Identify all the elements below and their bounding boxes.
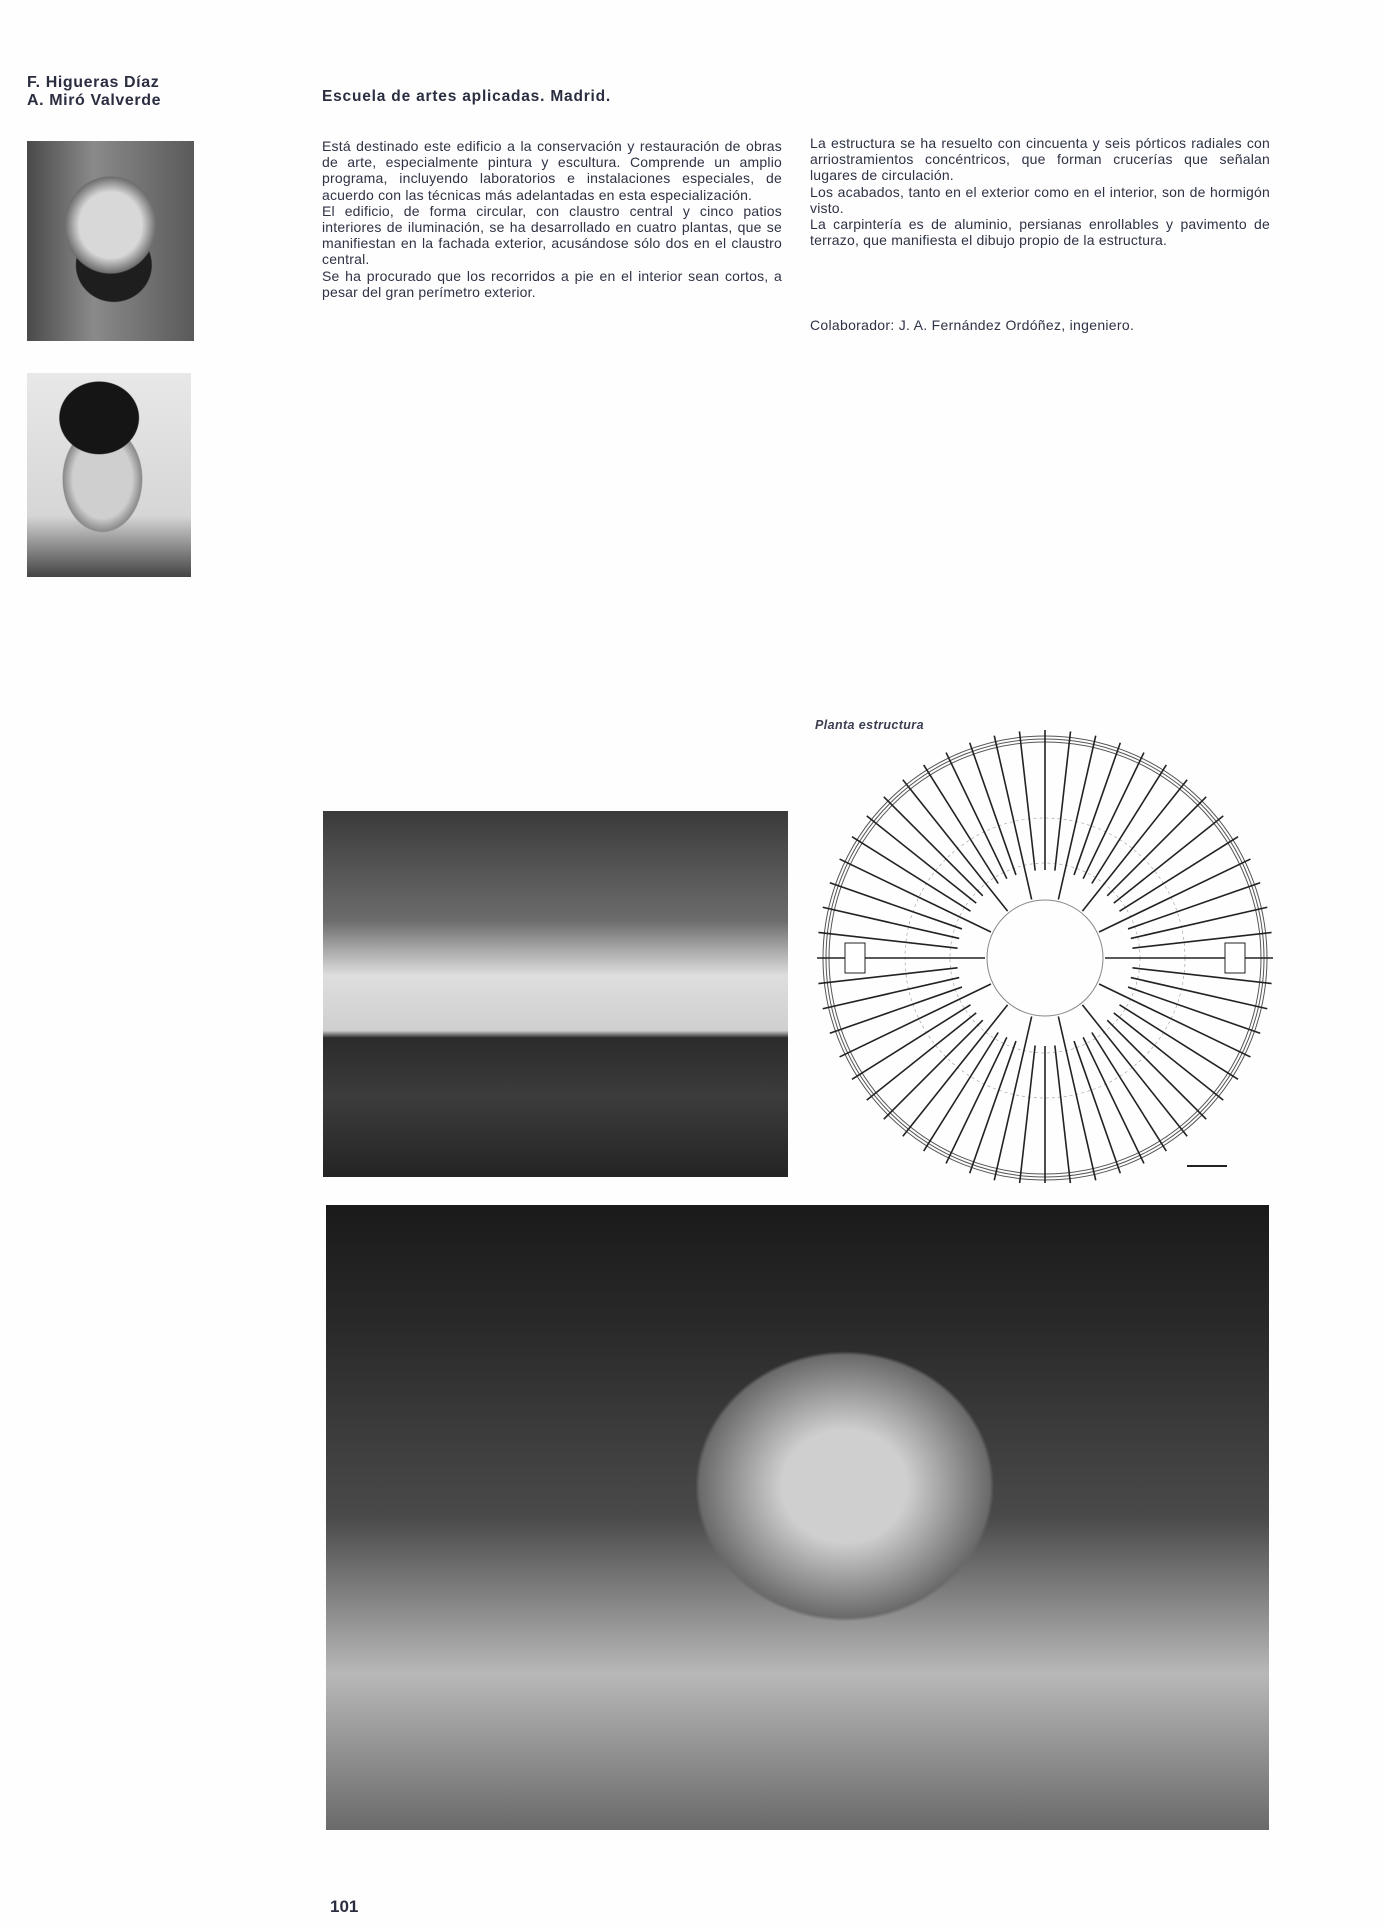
radial-frame [823,907,959,938]
radial-frame [884,1020,983,1119]
radial-frame [903,780,1008,911]
radial-frame [823,978,959,1009]
stair-core-right [1225,943,1245,973]
radial-frame [1099,984,1250,1057]
radial-frame [970,1041,1016,1173]
radial-frame [1128,987,1260,1033]
author-2: A. Miró Valverde [27,92,162,109]
radial-frame [1107,797,1206,896]
radial-frame [1074,743,1120,875]
radial-frame [1132,932,1271,948]
radial-frame [1055,731,1071,870]
paragraph: El edificio, de forma circular, con claustro central y cinco patios interiores de iluminación, se ha desarrollado en cuatro plantas, que se manifiestan en la fachada exterior, acusándose sólo dos en el claustro central. [322,202,782,268]
paragraph: La estructura se ha resuelto con cincuenta y seis pórticos radiales con arriostramientos concéntricos, que forman crucerías que señalan lugares de circulación. [810,135,1270,184]
radial-frame [1058,1016,1095,1180]
paragraph: Los acabados, tanto en el exterior como en el interior, son de hormigón visto. [810,183,1270,216]
page-number: 101 [330,1897,359,1916]
radial-frame [1131,907,1267,938]
radial-frame [1019,731,1035,870]
article-title: Escuela de artes aplicadas. Madrid. [322,88,612,105]
radial-frame [840,859,991,932]
radial-frame [1114,1013,1223,1100]
radial-frame [867,1013,976,1100]
radial-frame [1128,883,1260,929]
radial-frame [830,883,962,929]
portrait-photo-2 [27,373,191,577]
radial-frame [1082,780,1187,911]
radial-frame [867,816,976,903]
radial-frame [884,797,983,896]
construction-photo [323,811,788,1177]
radial-frame [1099,859,1250,932]
author-1: F. Higueras Díaz [27,74,160,91]
radial-frame [994,736,1031,900]
text-column-1 [322,138,782,300]
central-cloister [987,900,1103,1016]
radial-frame [840,984,991,1057]
radial-frame [1074,1041,1120,1173]
radial-frame [818,932,957,948]
portrait-photo-1 [27,141,194,341]
authors [27,74,161,110]
radial-frame [1058,736,1095,900]
structural-plan-drawing [815,728,1275,1183]
text-column-2 [810,135,1270,248]
radial-frame [1019,1045,1035,1183]
collaborator-credit: Colaborador: J. A. Fernández Ordóñez, ingeniero. [810,317,1135,333]
paragraph: Está destinado este edificio a la conservación y restauración de obras de arte, especialmente pintura y escultura. Comprende un amplio programa, incluyendo laboratorios e instalaciones especiales, de acuerdo con las técnicas más adelantadas en esta especialización. [322,138,782,203]
radial-frame [818,968,957,984]
radial-frame [1114,816,1223,903]
stair-core-left [845,943,865,973]
radial-frame [830,987,962,1033]
radial-frame [970,743,1016,875]
radial-frame [1132,968,1271,984]
radial-frame [1055,1045,1071,1183]
interior-photo [326,1205,1269,1830]
radial-frame [1107,1020,1206,1119]
radial-frame [903,1005,1008,1136]
plan-caption: Planta estructura [815,718,924,732]
paragraph: Se ha procurado que los recorridos a pie en el interior sean cortos, a pesar del gran perímetro exterior. [322,267,782,300]
radial-frame [994,1016,1031,1180]
radial-frame [1082,1005,1187,1136]
paragraph: La carpintería es de aluminio, persianas enrollables y pavimento de terrazo, que manifiesta el dibujo propio de la estructura. [810,216,1270,249]
radial-frame [1131,978,1267,1009]
